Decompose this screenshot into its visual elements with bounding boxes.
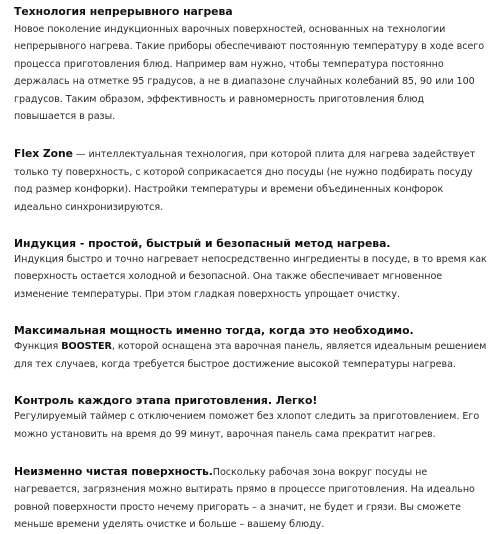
section-max-power bbox=[14, 323, 489, 373]
section-heading: Индукция - простой, быстрый и безопасный метод нагрева. bbox=[14, 237, 391, 251]
section-text-body: — интеллектуальная технология, при которой плита для нагрева задействует только ту поверхность, с которой соприкасается дно посуды (не нужно подбирать посуду под размер конфорки). Настройки температуры и времени объединенных конфорок идеально синхронизируются. bbox=[14, 149, 476, 213]
section-flex-zone bbox=[14, 145, 489, 216]
section-text bbox=[14, 145, 489, 216]
section-text-body: Поскольку рабочая зона вокруг посуды не нагревается, загрязнения можно вытирать прямо в процессе приготовления. На идеально ровной поверхности просто нечему пригорать – а значит, не будет и грязи. Вы сможете меньше времени уделять очистке и больше – вашему блюду. bbox=[14, 466, 475, 531]
section-text-after: , которой оснащена эта варочная панель, является идеальным решением для тех случаев, когда требуется быстрое достижение высокой температуры нагрева. bbox=[14, 341, 487, 370]
section-text: Регулируемый таймер с отключением поможет без хлопот следить за приготовлением. Его можно установить на время до 99 минут, варочная панель сама прекратит нагрев. bbox=[14, 411, 480, 440]
booster-label: BOOSTER bbox=[61, 341, 112, 353]
section-text: Индукция быстро и точно нагревает непосредственно ингредиенты в посуде, в то время как поверхность остается холодной и безопасной. Она также обеспечивает мгновенное изменение температуры. При этом гладкая поверхность упрощает очистку. bbox=[14, 254, 487, 300]
section-heading: Контроль каждого этапа приготовления. Легко! bbox=[14, 394, 318, 408]
section-lead: Неизменно чистая поверхность. bbox=[14, 464, 213, 478]
section-heading: Технология непрерывного нагрева bbox=[14, 5, 233, 18]
section-text-before: Функция bbox=[14, 341, 62, 353]
section-induction bbox=[14, 236, 489, 303]
section-lead: Flex Zone bbox=[14, 147, 73, 161]
section-continuous-heating bbox=[14, 4, 489, 125]
section-text: Новое поколение индукционных варочных поверхностей, основанных на технологии непрерывного нагрева. Такие приборы обеспечивают постоянную температуру в ходе всего процесса приготовления блюд. Например вам нужно, чтобы температура постоянно держалась на отметке 95 градусов, а не в диапазоне случайных колебаний 85, 90 или 100 градусов. Таким образом, эффективность и равномерность приготовления блюд повышается в разы. bbox=[14, 24, 485, 123]
section-control bbox=[14, 393, 489, 443]
section-text bbox=[14, 463, 489, 534]
section-clean-surface bbox=[14, 463, 489, 534]
section-text bbox=[14, 338, 489, 373]
section-heading: Максимальная мощность именно тогда, когда это необходимо. bbox=[14, 324, 414, 338]
